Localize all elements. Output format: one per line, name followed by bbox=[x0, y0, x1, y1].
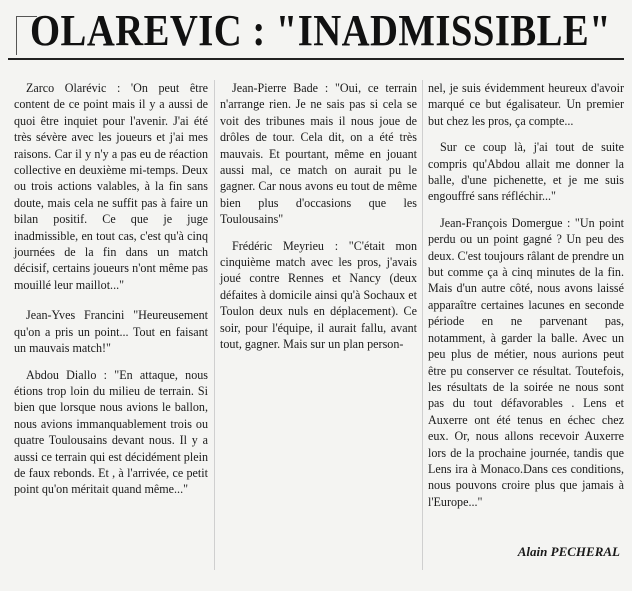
column-divider bbox=[422, 80, 423, 570]
column-2 bbox=[220, 80, 417, 353]
headline: OLAREVIC : "INADMISSIBLE" bbox=[30, 6, 612, 55]
quote-meyrieu-continued: nel, je suis évidemment heureux d'avoir marqué ce but égalisateur. Un premier but chez les pros, ça compte... bbox=[428, 81, 624, 128]
author-signature: Alain PECHERAL bbox=[517, 544, 620, 559]
quote-domergue: Jean-François Domergue : "Un point perdu ou un point gagné ? Un peu des deux. C'est toujours râlant de prendre un but comme ça à cinq minutes de la fin. Mais d'un autre côté, nous avons laissé apparaître certaines lacunes en seconde période en ne parvenant pas, notamment, à garder la balle. Avec un peu plus de métier, nous aurions peut être pu conserver ce résultat. Toutefois, les résultats de la soirée ne nous sont pas du tout défavorables . Lens et Auxerre ont été tenus en échec chez eux. Or, nous allons recevoir Auxerre lors de la prochaine journée, tandis que Lens ira à Monaco.Dans ces conditions, nous pouvons croire plus que jamais à l'Europe..." bbox=[428, 215, 624, 509]
quote-diallo: Abdou Diallo : "En attaque, nous étions trop loin du milieu de terrain. Si bien que lorsque nous avions le ballon, nous avions immanquablement trois ou quatre Toulousains devant nous. Il y a aussi ce terrain qui est décidément plein de faux rebonds. Et , à l'arrivée, ce petit point qu'on méritait quand même..." bbox=[14, 367, 208, 497]
column-3 bbox=[428, 80, 624, 510]
headline-box bbox=[8, 4, 624, 60]
column-1 bbox=[14, 80, 208, 498]
quote-olarevic: Zarco Olarévic : 'On peut être content de ce point mais il y a aussi de quoi être inquiet pour l'avenir. J'ai été très sévère avec les joueurs et j'ai mes raisons. Car il y n'y a pas eu de réaction collective en deuxième mi-temps. Deux ou trois actions valables, à la fin sans doute, mais cela ne suffit pas à faire un bilan positif. Ce que je juge inadmissible, en tout cas, c'est qu'à cinq journées de la fin dans un match décisif, certains joueurs n'ont même pas mouillé leur maillot..." bbox=[14, 81, 208, 292]
quote-francini: Jean-Yves Francini "Heureusement qu'on a pris un point... Tout en faisant un mauvais match!" bbox=[14, 308, 208, 356]
quote-meyrieu: Frédéric Meyrieu : "C'était mon cinquième match avec les pros, j'avais joué contre Rennes et Nancy (deux défaites à domicile ainsi qu'à Sochaux et Toulon deux nuls en déplacement). Ce soir, pour l'équipe, il aurait fallu, avant tout, gagner. Mais sur un plan person- bbox=[220, 238, 417, 352]
quote-bade: Jean-Pierre Bade : "Oui, ce terrain n'arrange rien. Je ne sais pas si cela se voit des tribunes mais il nous joue de drôles de tour. Cela dit, on a été très mauvais. Et pourtant, même en jouant aussi mal, ce match on aurait pu le gagner. Car nous avons eu tout de même bien plus d'occasions que les Toulousains" bbox=[220, 81, 417, 227]
quote-meyrieu-goal: Sur ce coup là, j'ai tout de suite compris qu'Abdou allait me donner la balle, d'une pichenette, et je me suis engouffré sans réfléchir..." bbox=[428, 140, 624, 204]
column-divider bbox=[214, 80, 215, 570]
